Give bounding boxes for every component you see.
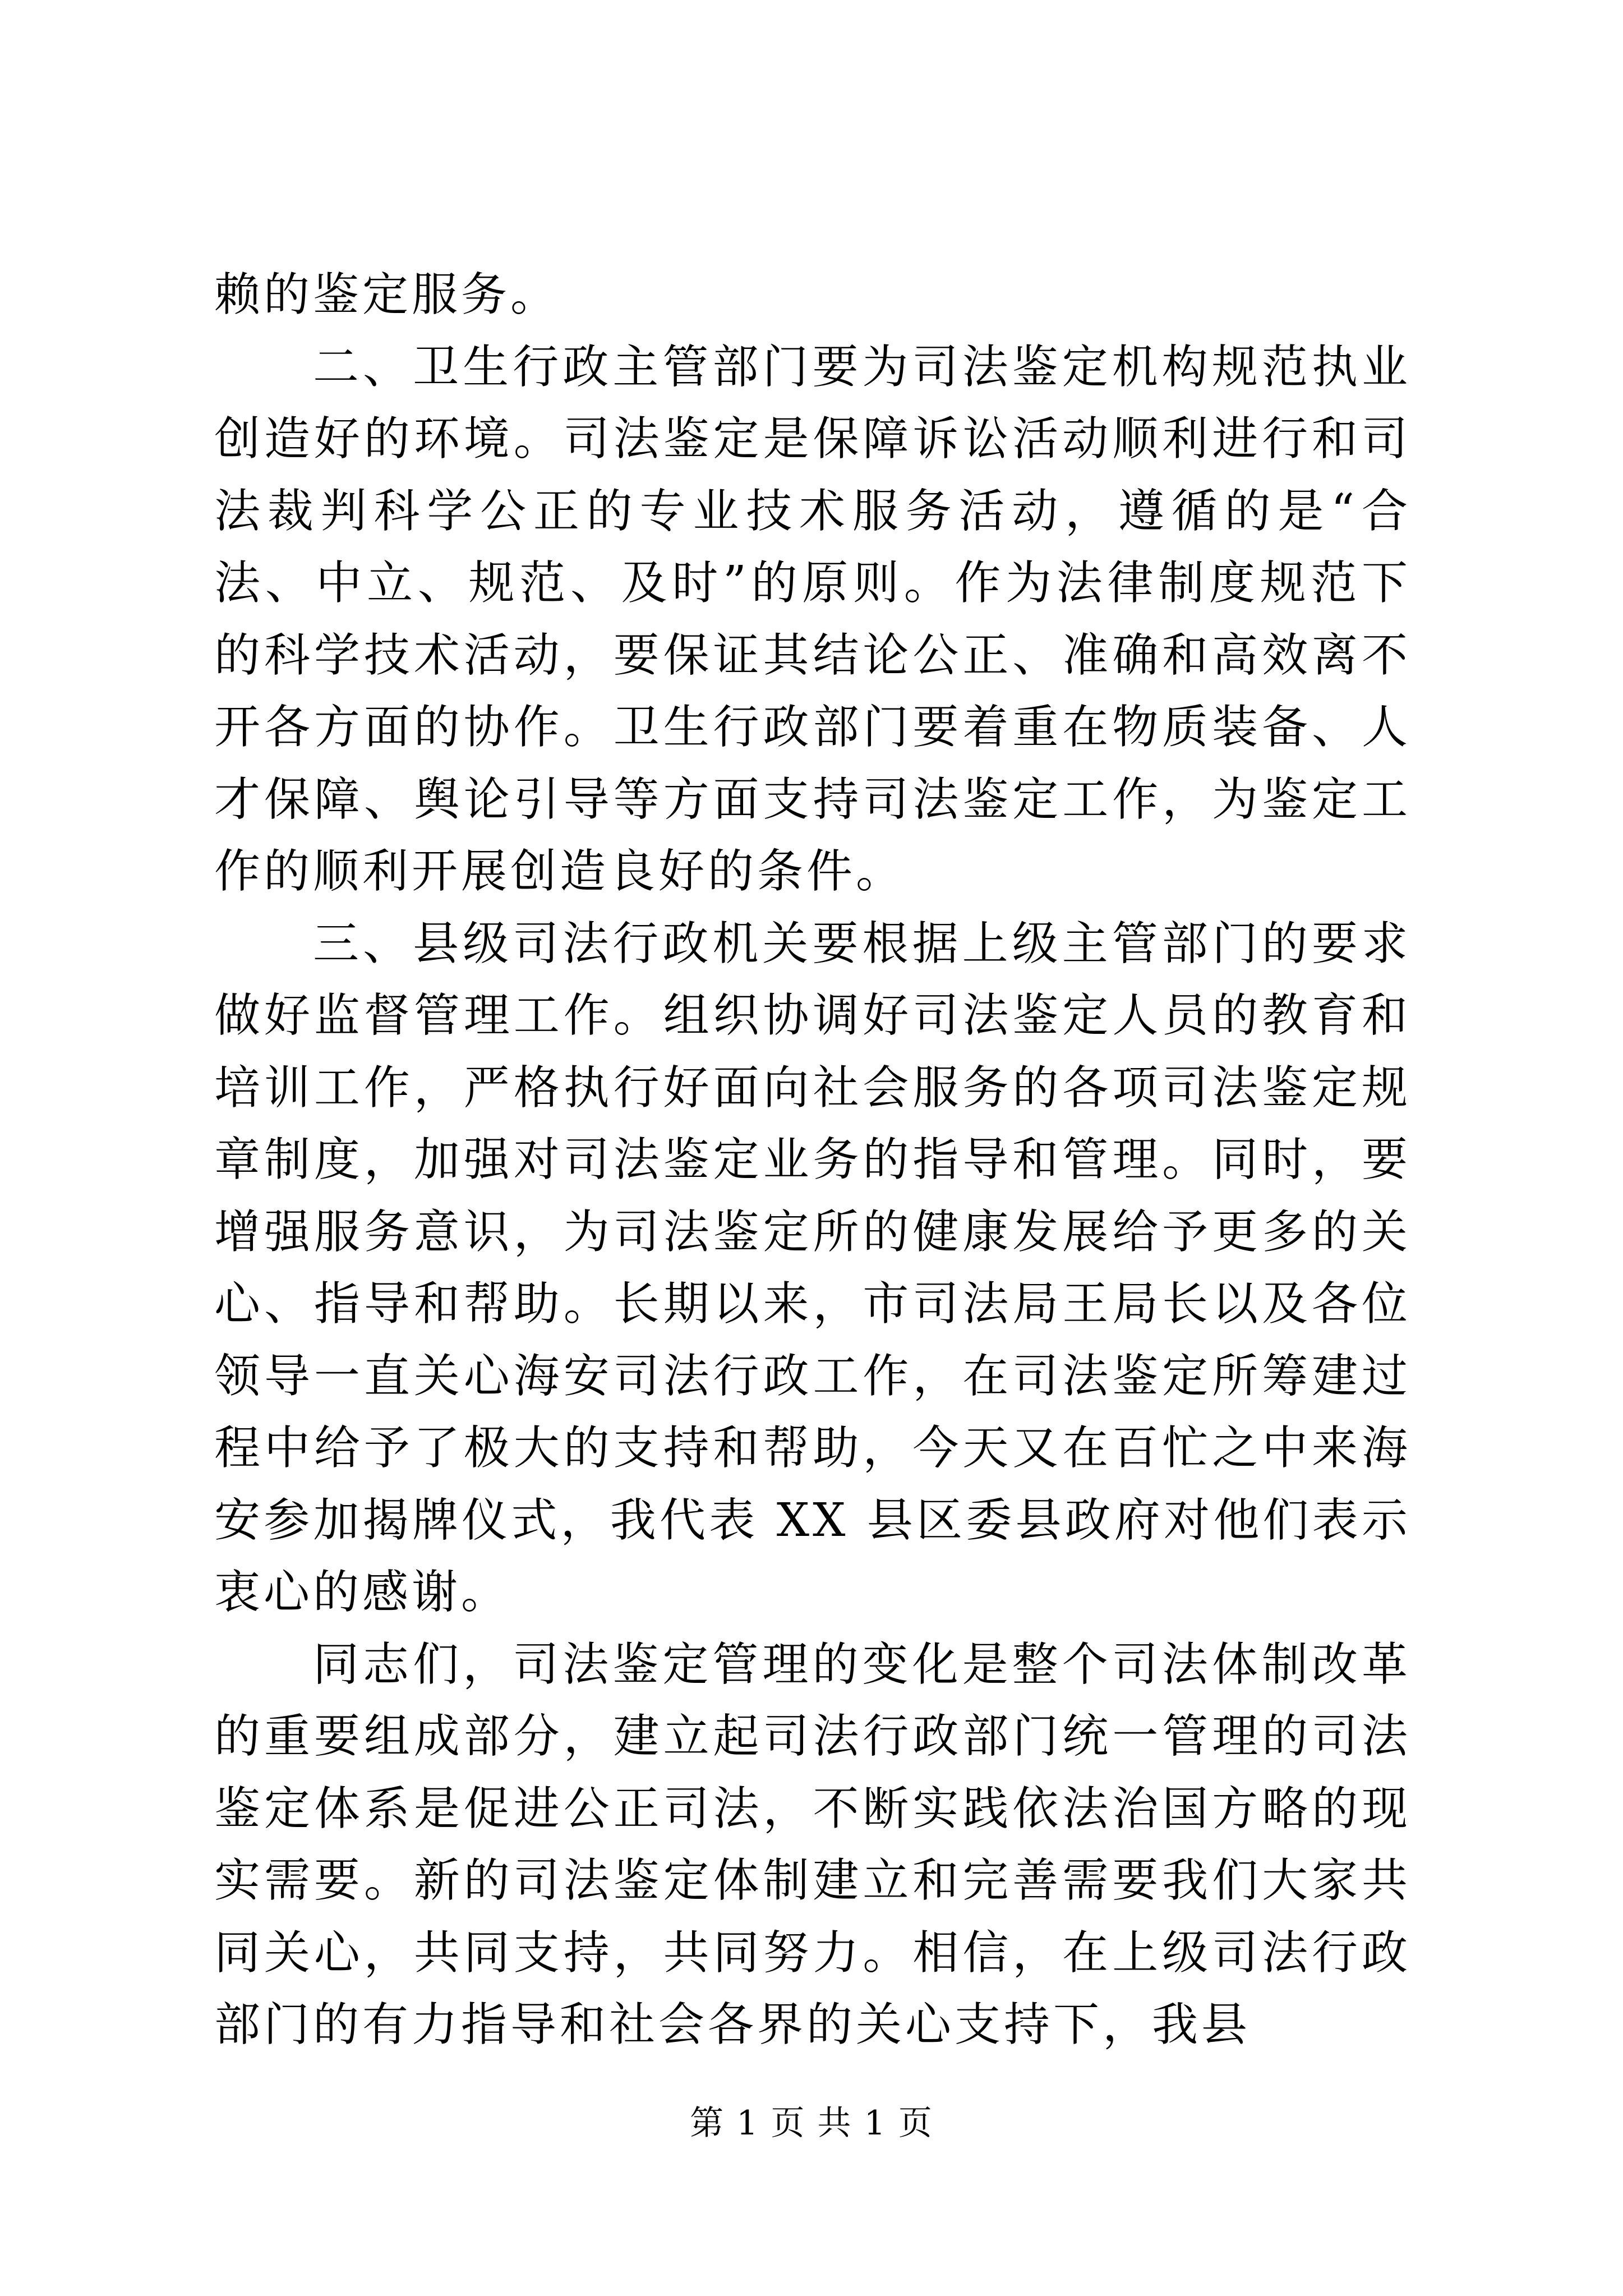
document-body — [214, 259, 1411, 2062]
page-number-footer: 第 1 页 共 1 页 — [690, 2104, 933, 2143]
paragraph-closing: 同志们，司法鉴定管理的变化是整个司法体制改革的重要组成部分，建立起司法行政部门统一管理的司法鉴定体系是促进公正司法，不断实践依法治国方略的现实需要。新的司法鉴定体制建立和完善需要我们大家共同关心，共同支持，共同努力。相信，在上级司法行政部门的有力指导和社会各界的关心支持下，我县 — [214, 1637, 1411, 2051]
paragraph-section-two: 二、卫生行政主管部门要为司法鉴定机构规范执业创造好的环境。司法鉴定是保障诉讼活动顺利进行和司法裁判科学公正的专业技术服务活动，遵循的是“合法、中立、规范、及时”的原则。作为法律制度规范下的科学技术活动，要保证其结论公正、准确和高效离不开各方面的协作。卫生行政部门要着重在物质装备、人才保障、舆论引导等方面支持司法鉴定工作，为鉴定工作的顺利开展创造良好的条件。 — [214, 340, 1411, 898]
paragraph-section-three: 三、县级司法行政机关要根据上级主管部门的要求做好监督管理工作。组织协调好司法鉴定人员的教育和培训工作，严格执行好面向社会服务的各项司法鉴定规章制度，加强对司法鉴定业务的指导和管理。同时，要增强服务意识，为司法鉴定所的健康发展给予更多的关心、指导和帮助。长期以来，市司法局王局长以及各位领导一直关心海安司法行政工作，在司法鉴定所筹建过程中给予了极大的支持和帮助，今天又在百忙之中来海安参加揭牌仪式，我代表 XX 县区委县政府对他们表示衷心的感谢。 — [214, 917, 1411, 1619]
paragraph-continuation: 赖的鉴定服务。 — [214, 268, 560, 321]
